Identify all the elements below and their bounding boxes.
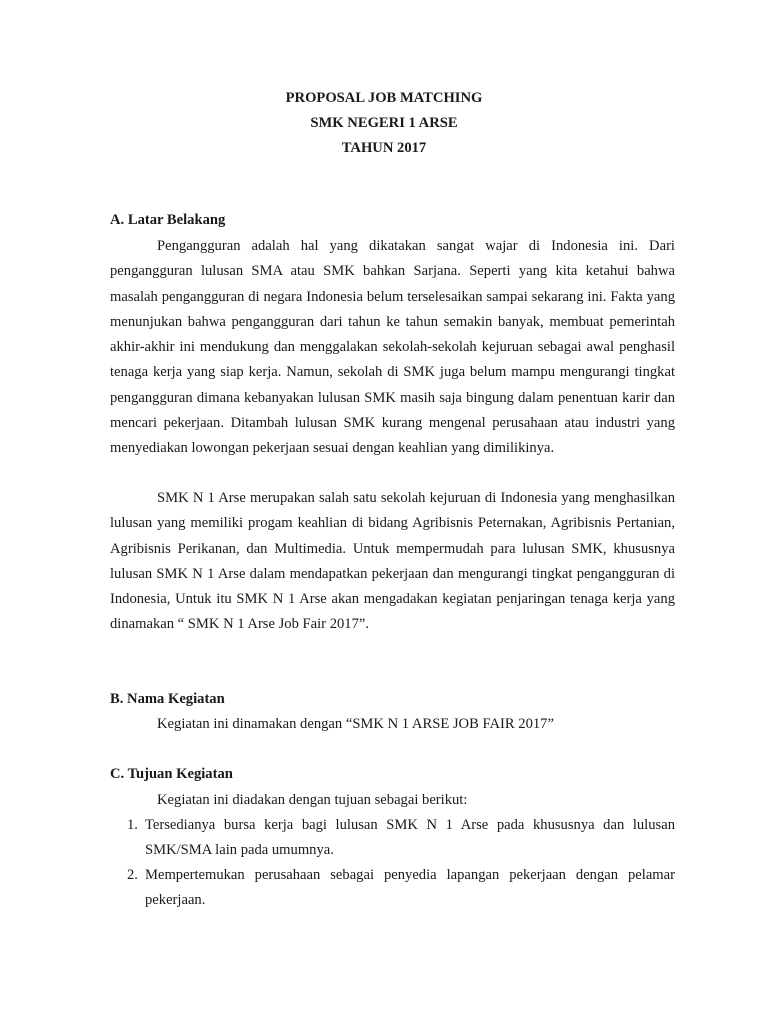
section-b-heading: B. Nama Kegiatan — [110, 691, 225, 707]
list-item-text: Mempertemukan perusahaan sebagai penyedia lapangan pekerjaan dengan pelamar pekerjaan. — [145, 867, 675, 909]
list-item-number: 2. — [127, 867, 138, 883]
section-b-text: Kegiatan ini dinamakan dengan “SMK N 1 ARSE JOB FAIR 2017” — [157, 716, 554, 732]
title-line-2: SMK NEGERI 1 ARSE — [310, 115, 458, 131]
section-c-intro: Kegiatan ini diadakan dengan tujuan sebagai berikut: — [157, 792, 468, 808]
section-a-paragraph-1: Pengangguran adalah hal yang dikatakan sangat wajar di Indonesia ini. Dari pengangguran lulusan SMA atau SMK bahkan Sarjana. Seperti yang kita ketahui bahwa masalah pengangguran di negara Indonesia belum terselesaikan sampai sekarang ini. Fakta yang menunjukan bahwa pengangguran dari tahun ke tahun semakin banyak, membuat pemerintah akhir-akhir ini mendukung dan menggalakan sekolah-sekolah kejuruan sebagai awal penghasil tenaga kerja yang siap kerja. Namun, sekolah di SMK juga belum mampu mengurangi tingkat pengangguran dimana kebanyakan lulusan SMK masih saja bingung dalam penentuan karir dan mencari pekerjaan. Ditambah lulusan SMK kurang mengenal perusahaan atau industri yang menyediakan lowongan pekerjaan sesuai dengan keahlian yang dimilikinya. — [110, 238, 675, 457]
title-line-1: PROPOSAL JOB MATCHING — [285, 90, 483, 106]
section-c-heading: C. Tujuan Kegiatan — [110, 766, 233, 782]
list-item — [110, 813, 675, 864]
list-item — [110, 863, 675, 914]
section-a-heading: A. Latar Belakang — [110, 212, 226, 228]
list-item-number: 1. — [127, 817, 138, 833]
list-item-text: Tersedianya bursa kerja bagi lulusan SMK N 1 Arse pada khususnya dan lulusan SMK/SMA lain pada umumnya. — [145, 817, 675, 859]
document-title — [0, 86, 768, 161]
title-line-3: TAHUN 2017 — [341, 140, 427, 156]
section-a-paragraph-2: SMK N 1 Arse merupakan salah satu sekolah kejuruan di Indonesia yang menghasilkan lulusan yang memiliki progam keahlian di bidang Agribisnis Peternakan, Agribisnis Pertanian, Agribisnis Perikanan, dan Multimedia. Untuk mempermudah para lulusan SMK, khususnya lulusan SMK N 1 Arse dalam mendapatkan pekerjaan dan mengurangi tingkat pengangguran di Indonesia, Untuk itu SMK N 1 Arse akan mengadakan kegiatan penjaringan tenaga kerja yang dinamakan “ SMK N 1 Arse Job Fair 2017”. — [110, 490, 675, 633]
